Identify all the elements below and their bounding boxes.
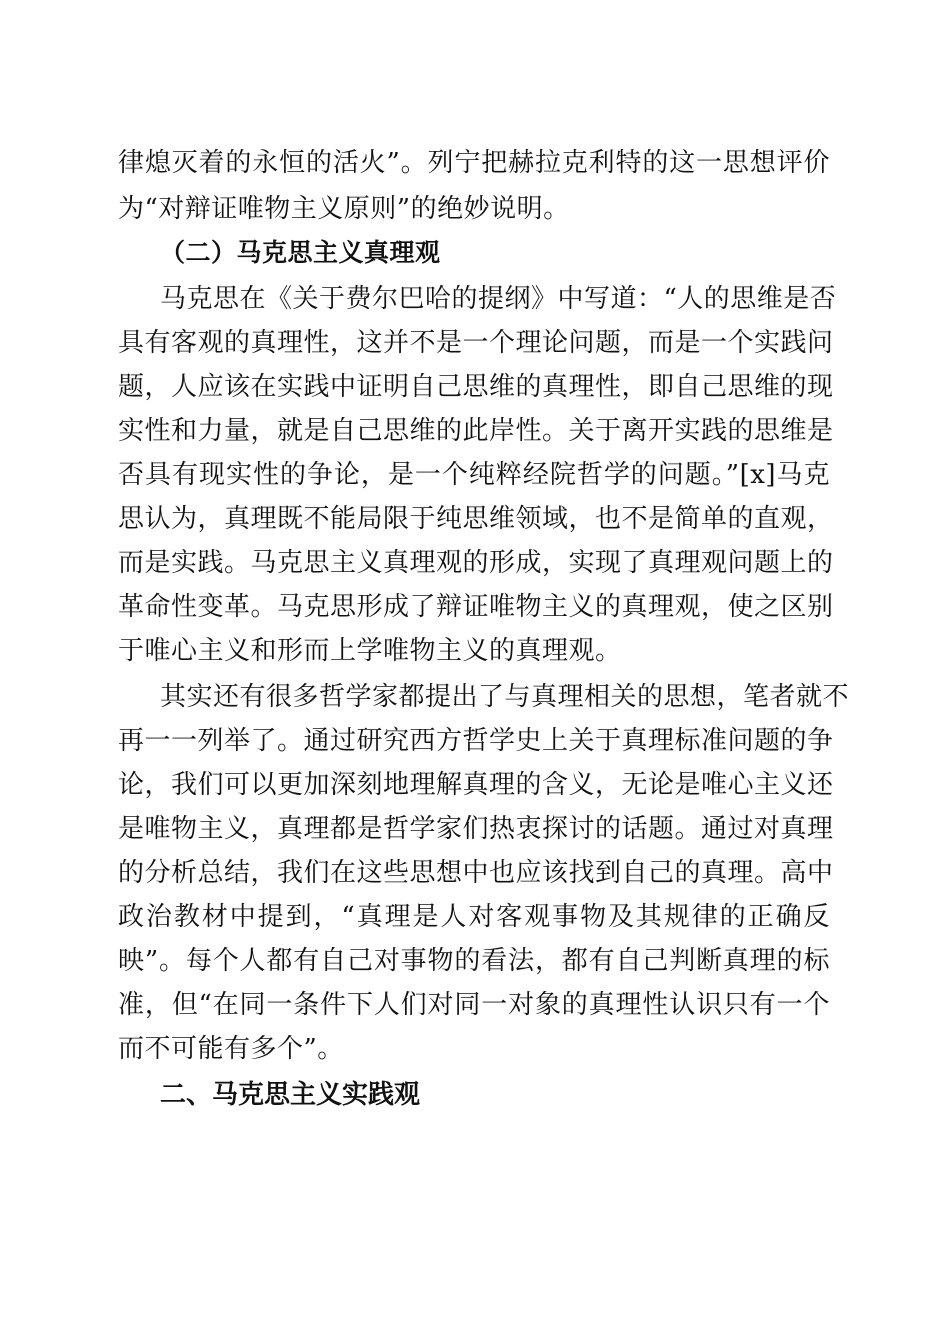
text-line: 否具有现实性的争论，是一个纯粹经院哲学的问题。”[x]马克	[118, 460, 830, 490]
text-line: 而不可能有多个”。	[118, 1034, 344, 1064]
text-line: 其实还有很多哲学家都提出了与真理相关的思想，笔者就不	[160, 682, 850, 712]
text-line: 再一一列举了。通过研究西方哲学史上关于真理标准问题的争	[118, 726, 834, 756]
text-line: 具有客观的真理性，这并不是一个理论问题，而是一个实践问	[118, 328, 834, 358]
text-line: 律熄灭着的永恒的活火”。列宁把赫拉克利特的这一思想评价	[118, 148, 830, 178]
subsection-title: （二）马克思主义真理观	[160, 238, 441, 267]
text-line: 实性和力量，就是自己思维的此岸性。关于离开实践的思维是	[118, 416, 834, 446]
text-line: 为“对辩证唯物主义原则”的绝妙说明。	[118, 194, 570, 224]
text-line: 映”。每个人都有自己对事物的看法，都有自己判断真理的标	[118, 946, 830, 976]
text-line: 论，我们可以更加深刻地理解真理的含义，无论是唯心主义还	[118, 770, 834, 800]
text-line: 政治教材中提到，“真理是人对客观事物及其规律的正确反	[118, 902, 830, 932]
text-line: 于唯心主义和形而上学唯物主义的真理观。	[118, 636, 622, 666]
text-line: 准，但“在同一条件下人们对同一对象的真理性认识只有一个	[118, 990, 830, 1020]
text-line: 是唯物主义，真理都是哲学家们热衷探讨的话题。通过对真理	[118, 814, 834, 844]
section-title: 二、马克思主义实践观	[160, 1080, 421, 1110]
text-line: 革命性变革。马克思形成了辩证唯物主义的真理观，使之区别	[118, 592, 834, 622]
text-line: 题，人应该在实践中证明自己思维的真理性，即自己思维的现	[118, 372, 834, 402]
text-line: 马克思在《关于费尔巴哈的提纲》中写道：“人的思维是否	[160, 284, 837, 314]
text-line: 而是实践。马克思主义真理观的形成，实现了真理观问题上的	[118, 548, 834, 578]
text-line: 的分析总结，我们在这些思想中也应该找到自己的真理。高中	[118, 858, 834, 888]
text-line: 思认为，真理既不能局限于纯思维领域，也不是简单的直观，	[118, 504, 834, 534]
